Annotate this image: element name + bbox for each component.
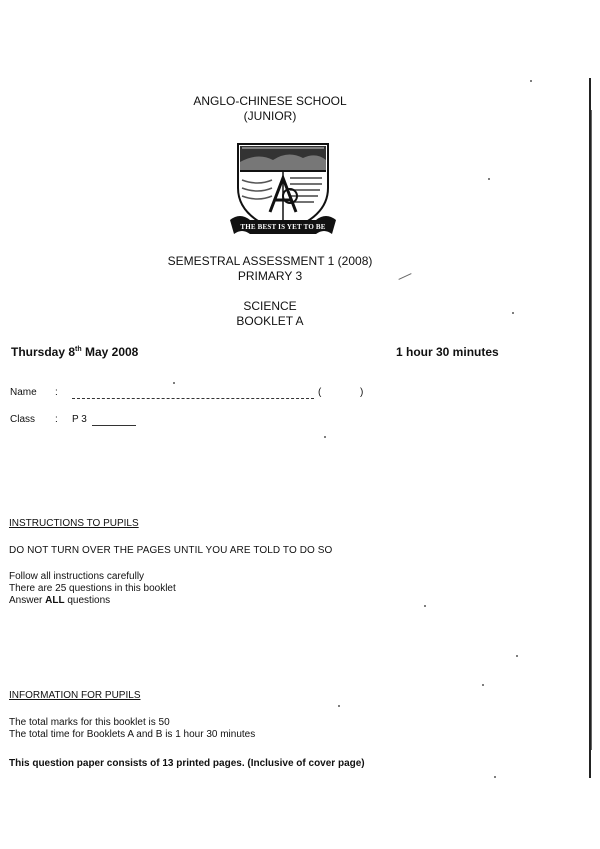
answer-prefix: Answer [9,595,46,606]
exam-subject: SCIENCE [243,299,297,313]
scan-speck [424,605,426,607]
scan-speck [173,382,175,384]
instructions-warning: DO NOT TURN OVER THE PAGES UNTIL YOU ARE TOLD TO DO SO [9,545,333,556]
instructions-list [9,571,176,607]
crest-motto: THE BEST IS YET TO BE [240,223,326,231]
exam-level: PRIMARY 3 [237,269,303,283]
school-subtitle: (JUNIOR) [243,109,297,123]
name-close-paren: ) [360,387,364,398]
instruction-item: There are 25 questions in this booklet [9,583,176,594]
name-field-line[interactable] [72,398,314,399]
scan-speck [516,655,518,657]
class-label: Class [10,414,36,425]
answer-all: ALL [45,595,65,606]
instruction-item: Follow all instructions carefully [9,571,145,582]
exam-date [11,345,138,359]
scan-edge-shadow [591,110,592,750]
exam-title: SEMESTRAL ASSESSMENT 1 (2008) [167,254,373,268]
class-value: P 3 [72,414,87,425]
instructions-heading: INSTRUCTIONS TO PUPILS [9,518,139,529]
name-open-paren: ( [318,387,322,398]
exam-booklet: BOOKLET A [236,314,304,328]
scan-speck [324,436,326,438]
scan-speck [494,776,496,778]
information-list [9,717,255,741]
scan-speck [512,312,514,314]
exam-date-month-year: May 2008 [81,345,139,359]
name-label: Name [10,387,37,398]
name-colon: : [55,387,58,398]
school-name: ANGLO-CHINESE SCHOOL [193,94,347,108]
information-item: The total marks for this booklet is 50 [9,717,170,728]
page-count-note: This question paper consists of 13 printed pages. (Inclusive of cover page) [9,758,365,769]
school-crest-logo [228,140,338,240]
information-heading: INFORMATION FOR PUPILS [9,690,141,701]
class-colon: : [55,414,58,425]
exam-date-ordinal: th [75,346,82,353]
answer-suffix: questions [64,595,111,606]
instruction-item-answer [9,595,176,607]
information-item: The total time for Booklets A and B is 1 hour 30 minutes [9,729,256,740]
exam-duration: 1 hour 30 minutes [396,345,499,359]
scan-speck [488,178,490,180]
scan-speck [482,684,484,686]
exam-date-day: Thursday 8 [11,345,76,359]
scan-speck [338,705,340,707]
class-field-line[interactable] [92,425,136,426]
scan-speck [530,80,532,82]
